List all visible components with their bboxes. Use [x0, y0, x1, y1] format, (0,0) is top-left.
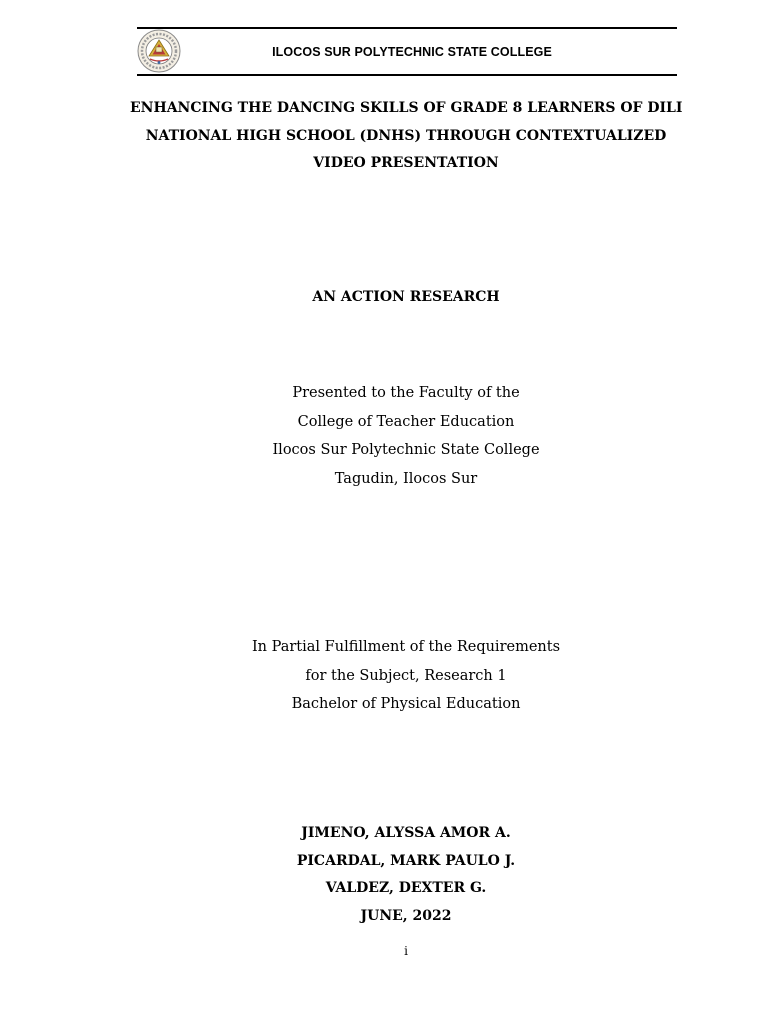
page-number: i	[404, 944, 408, 958]
header-bottom-rule	[137, 74, 677, 76]
title-line: NATIONAL HIGH SCHOOL (DNHS) THROUGH CONTEXTUALIZED	[145, 127, 667, 144]
presented-line: Presented to the Faculty of the	[292, 385, 520, 401]
fulfillment-block	[130, 633, 682, 719]
college-header-name: ILOCOS SUR POLYTECHNIC STATE COLLEGE	[272, 45, 552, 59]
fulfillment-line: In Partial Fulfillment of the Requirements	[251, 639, 561, 655]
author-name: JIMENO, ALYSSA AMOR A.	[301, 825, 511, 841]
author-name: PICARDAL, MARK PAULO J.	[296, 852, 516, 869]
presented-line: Ilocos Sur Polytechnic State College	[272, 442, 540, 459]
presented-to-block	[130, 379, 682, 493]
fulfillment-line: Bachelor of Physical Education	[291, 696, 521, 713]
presented-line: Tagudin, Ilocos Sur	[334, 470, 478, 487]
submission-date: JUNE, 2022	[360, 907, 452, 924]
title-line: ENHANCING THE DANCING SKILLS OF GRADE 8 LEARNERS OF DILI	[130, 100, 683, 116]
header-top-rule	[137, 27, 677, 29]
title-line: VIDEO PRESENTATION	[313, 155, 499, 171]
document-subtitle: AN ACTION RESEARCH	[312, 289, 500, 305]
document-title	[130, 95, 682, 178]
fulfillment-line: for the Subject, Research 1	[305, 667, 507, 684]
author-name: VALDEZ, DEXTER G.	[325, 880, 487, 897]
presented-line: College of Teacher Education	[297, 413, 515, 430]
authors-block	[130, 820, 682, 930]
